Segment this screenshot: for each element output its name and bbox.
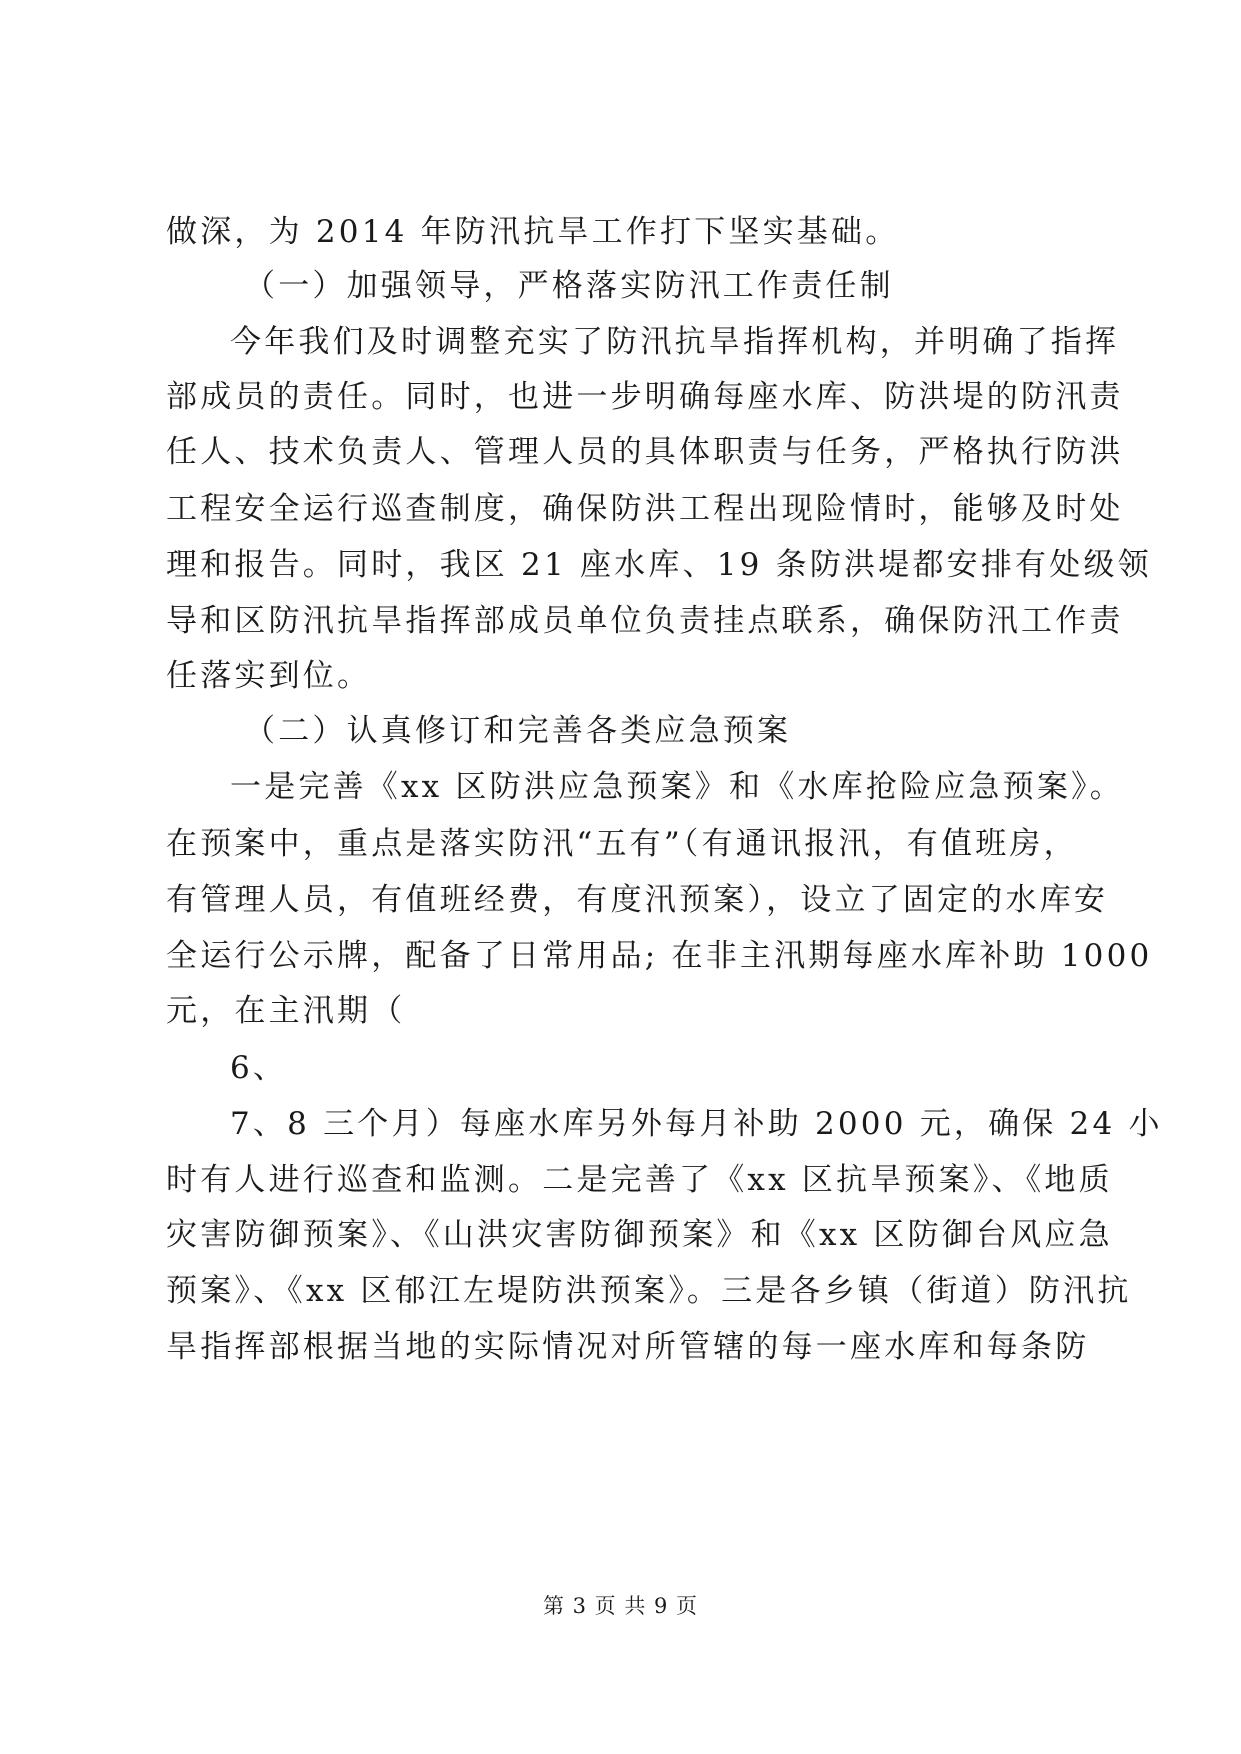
- text-line-3: 今年我们及时调整充实了防汛抗旱指挥机构，并明确了指挥: [230, 324, 1120, 360]
- text-line-6: 工程安全运行巡查制度，确保防洪工程出现险情时，能够及时处: [166, 491, 1124, 527]
- text-line-9: 任落实到位。: [166, 658, 372, 694]
- text-line-18: 时有人进行巡查和监测。二是完善了《xx 区抗旱预案》、《地质: [166, 1162, 1113, 1198]
- text-line-1: 做深，为 2014 年防汛抗旱工作打下坚实基础。: [166, 214, 900, 250]
- text-line-16: 6、: [230, 1050, 288, 1086]
- text-line-13: 有管理人员，有值班经费，有度汛预案），设立了固定的水库安: [166, 882, 1109, 918]
- text-line-7: 理和报告。同时，我区 21 座水库、19 条防洪堤都安排有处级领: [166, 547, 1152, 583]
- text-line-11: 一是完善《xx 区防洪应急预案》和《水库抢险应急预案》。: [230, 769, 1124, 805]
- text-line-17: 7、8 三个月）每座水库另外每月补助 2000 元，确保 24 小: [230, 1106, 1163, 1142]
- text-line-19: 灾害防御预案》、《山洪灾害防御预案》和《xx 区防御台风应急: [166, 1217, 1113, 1253]
- page-footer: 第 3 页 共 9 页: [542, 1594, 699, 1618]
- text-line-21: 旱指挥部根据当地的实际情况对所管辖的每一座水库和每条防: [166, 1329, 1090, 1365]
- text-line-8: 导和区防汛抗旱指挥部成员单位负责挂点联系，确保防汛工作责: [166, 603, 1124, 639]
- text-line-12: 在预案中，重点是落实防汛“五有”（有通讯报汛，有值班房，: [166, 826, 1078, 862]
- section-heading-1: （一）加强领导，严格落实防汛工作责任制: [244, 268, 894, 304]
- text-line-15: 元，在主汛期（: [166, 993, 406, 1029]
- text-line-4: 部成员的责任。同时，也进一步明确每座水库、防洪堤的防汛责: [166, 379, 1124, 415]
- text-line-20: 预案》、《xx 区郁江左堤防洪预案》。三是各乡镇（街道）防汛抗: [166, 1273, 1132, 1309]
- text-line-14: 全运行公示牌，配备了日常用品; 在非主汛期每座水库补助 1000: [166, 938, 1153, 974]
- text-line-5: 任人、技术负责人、管理人员的具体职责与任务，严格执行防洪: [166, 434, 1124, 470]
- section-heading-2: （二）认真修订和完善各类应急预案: [244, 713, 792, 749]
